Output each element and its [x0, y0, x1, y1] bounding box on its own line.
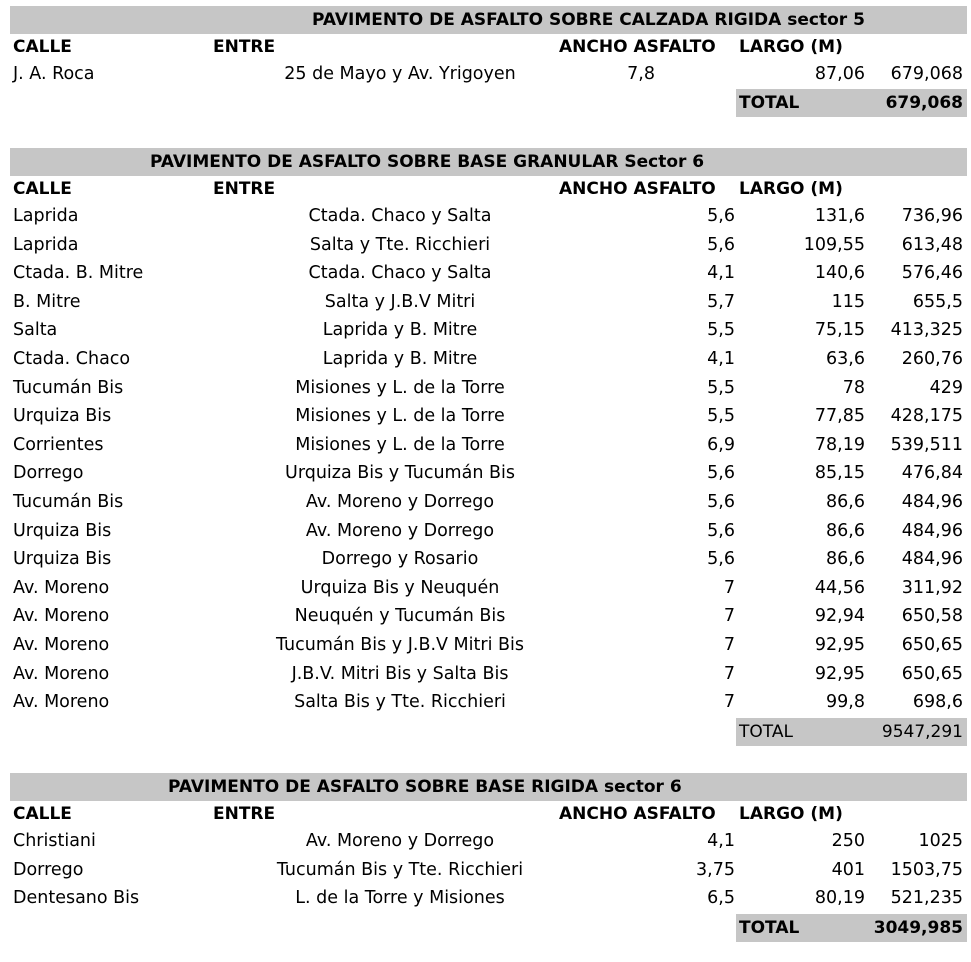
cell-ancho: 7: [723, 692, 735, 713]
cell-largo: 401: [831, 859, 865, 880]
table-row: [10, 517, 967, 546]
cell-total: 413,325: [890, 320, 963, 341]
header-entre: ENTRE: [213, 179, 276, 199]
cell-ancho: 7,8: [627, 64, 655, 84]
cell-largo: 92,95: [814, 663, 865, 684]
cell-total: 613,48: [901, 234, 963, 255]
cell-entre: Dorrego y Rosario: [321, 549, 479, 570]
table-row: [10, 259, 967, 288]
cell-entre: Neuquén y Tucumán Bis: [294, 606, 506, 627]
cell-ancho: 4,1: [707, 263, 735, 284]
cell-calle: Laprida: [13, 234, 79, 255]
section-title: [10, 773, 967, 801]
cell-entre: Misiones y L. de la Torre: [295, 406, 505, 427]
header-calle: CALLE: [13, 179, 72, 199]
table-row: [10, 631, 967, 660]
cell-total: 484,96: [901, 549, 963, 570]
header-largo: LARGO (M): [739, 37, 843, 57]
cell-ancho: 7: [723, 577, 735, 598]
cell-calle: Urquiza Bis: [13, 520, 112, 541]
table-row: [10, 660, 967, 689]
cell-calle: Ctada. B. Mitre: [13, 263, 144, 284]
header-entre: ENTRE: [213, 37, 276, 57]
header-row: [10, 176, 967, 202]
table-row: [10, 231, 967, 260]
cell-calle: Tucumán Bis: [13, 491, 124, 512]
section-calzada-rigida-sector-5: [10, 6, 967, 119]
cell-largo: 63,6: [826, 348, 865, 369]
cell-calle: Av. Moreno: [13, 606, 110, 627]
cell-entre: Salta y J.B.V Mitri: [324, 291, 476, 312]
cell-total: 521,235: [890, 888, 963, 909]
cell-entre: Tucumán Bis y Tte. Ricchieri: [276, 859, 524, 880]
cell-calle: Av. Moreno: [13, 663, 110, 684]
total-row: [10, 89, 967, 119]
total-row: [10, 913, 967, 943]
table-row: [10, 574, 967, 603]
cell-largo: 86,6: [826, 549, 865, 570]
cell-entre: Salta Bis y Tte. Ricchieri: [294, 692, 506, 713]
cell-total: 650,65: [901, 663, 963, 684]
table-row: [10, 202, 967, 231]
cell-total: 476,84: [901, 463, 963, 484]
cell-total: 650,58: [901, 606, 963, 627]
total-box: [736, 718, 967, 746]
section-title-text: PAVIMENTO DE ASFALTO SOBRE BASE RIGIDA sector 6: [168, 777, 682, 797]
rows: [10, 60, 967, 89]
cell-entre: Misiones y L. de la Torre: [295, 377, 505, 398]
cell-ancho: 5,5: [707, 406, 735, 427]
total-label: TOTAL: [739, 92, 800, 113]
cell-largo: 78,19: [814, 434, 865, 455]
cell-calle: Av. Moreno: [13, 692, 110, 713]
cell-total: 650,65: [901, 634, 963, 655]
cell-ancho: 5,6: [707, 549, 735, 570]
cell-ancho: 5,6: [707, 463, 735, 484]
cell-calle: Salta: [13, 320, 58, 341]
cell-ancho: 7: [723, 634, 735, 655]
cell-total: 655,5: [912, 291, 963, 312]
cell-largo: 99,8: [826, 692, 865, 713]
cell-entre: Misiones y L. de la Torre: [295, 434, 505, 455]
table-row: [10, 884, 967, 913]
cell-calle: Corrientes: [13, 434, 104, 455]
cell-largo: 92,94: [814, 606, 865, 627]
table-row: [10, 856, 967, 885]
cell-ancho: 4,1: [707, 831, 735, 851]
cell-largo: 75,15: [814, 320, 865, 341]
cell-total: 1503,75: [890, 859, 963, 880]
total-value: 9547,291: [881, 721, 963, 742]
cell-largo: 140,6: [814, 263, 865, 284]
header-largo: LARGO (M): [739, 179, 843, 199]
cell-entre: L. de la Torre y Misiones: [295, 888, 505, 909]
table-row: [10, 688, 967, 717]
cell-largo: 109,55: [803, 234, 865, 255]
section-title: [10, 148, 967, 176]
cell-largo: 85,15: [814, 463, 865, 484]
total-row: [10, 717, 967, 747]
cell-total: 260,76: [901, 348, 963, 369]
cell-largo: 86,6: [826, 491, 865, 512]
cell-ancho: 5,6: [707, 234, 735, 255]
cell-total: 484,96: [901, 491, 963, 512]
cell-entre: Av. Moreno y Dorrego: [305, 520, 495, 541]
cell-entre: Tucumán Bis y J.B.V Mitri Bis: [276, 634, 524, 655]
header-entre: ENTRE: [213, 804, 276, 824]
cell-largo: 78: [842, 377, 865, 398]
cell-entre: Av. Moreno y Dorrego: [305, 491, 495, 512]
total-label: TOTAL: [739, 917, 800, 938]
cell-total: 698,6: [912, 692, 963, 713]
cell-ancho: 6,5: [707, 888, 735, 909]
header-ancho: ANCHO ASFALTO: [559, 804, 716, 824]
cell-largo: 80,19: [814, 888, 865, 909]
cell-calle: B. Mitre: [13, 291, 81, 312]
cell-entre: Ctada. Chaco y Salta: [308, 263, 492, 284]
table-row: [10, 374, 967, 403]
section-title-text: PAVIMENTO DE ASFALTO SOBRE CALZADA RIGIDA sector 5: [312, 10, 865, 30]
section-base-rigida-sector-6: [10, 773, 967, 943]
cell-calle: Dentesano Bis: [13, 888, 140, 909]
header-largo: LARGO (M): [739, 804, 843, 824]
total-box: [736, 914, 967, 942]
table-row: [10, 827, 967, 856]
cell-calle: Urquiza Bis: [13, 406, 112, 427]
cell-largo: 44,56: [814, 577, 865, 598]
cell-largo: 92,95: [814, 634, 865, 655]
total-label: TOTAL: [739, 721, 793, 742]
cell-entre: Av. Moreno y Dorrego: [305, 831, 495, 851]
cell-total: 576,46: [901, 263, 963, 284]
cell-entre: Laprida y B. Mitre: [322, 348, 478, 369]
rows: [10, 827, 967, 913]
cell-total: 1025: [918, 831, 963, 851]
table-row: [10, 60, 967, 89]
table-row: [10, 288, 967, 317]
cell-entre: Laprida y B. Mitre: [322, 320, 478, 341]
cell-calle: Dorrego: [13, 463, 84, 484]
cell-ancho: 7: [723, 663, 735, 684]
cell-ancho: 5,6: [707, 206, 735, 226]
total-value: 679,068: [885, 92, 963, 113]
cell-ancho: 5,7: [707, 291, 735, 312]
section-title: [10, 6, 967, 34]
cell-calle: Av. Moreno: [13, 634, 110, 655]
cell-calle: Tucumán Bis: [13, 377, 124, 398]
cell-entre: J.B.V. Mitri Bis y Salta Bis: [291, 663, 509, 684]
rows: [10, 202, 967, 717]
cell-entre: Salta y Tte. Ricchieri: [309, 234, 491, 255]
total-box: [736, 89, 967, 117]
cell-entre: Ctada. Chaco y Salta: [308, 206, 492, 226]
total-value: 3049,985: [873, 917, 963, 938]
cell-ancho: 3,75: [696, 859, 735, 880]
cell-total: 736,96: [901, 206, 963, 226]
header-calle: CALLE: [13, 804, 72, 824]
cell-total: 429: [929, 377, 963, 398]
cell-total: 679,068: [890, 64, 963, 84]
header-row: [10, 801, 967, 827]
cell-ancho: 5,6: [707, 491, 735, 512]
section-title-text: PAVIMENTO DE ASFALTO SOBRE BASE GRANULAR Sector 6: [150, 152, 705, 172]
cell-calle: Av. Moreno: [13, 577, 110, 598]
cell-largo: 115: [831, 291, 865, 312]
cell-ancho: 5,6: [707, 520, 735, 541]
cell-ancho: 6,9: [707, 434, 735, 455]
cell-entre: Urquiza Bis y Tucumán Bis: [285, 463, 515, 484]
cell-entre: Urquiza Bis y Neuquén: [300, 577, 500, 598]
cell-largo: 86,6: [826, 520, 865, 541]
header-ancho: ANCHO ASFALTO: [559, 179, 716, 199]
table-row: [10, 402, 967, 431]
cell-calle: Urquiza Bis: [13, 549, 112, 570]
cell-largo: 250: [831, 831, 865, 851]
header-row: [10, 34, 967, 60]
cell-entre: 25 de Mayo y Av. Yrigoyen: [284, 64, 516, 84]
table-row: [10, 345, 967, 374]
cell-ancho: 5,5: [707, 377, 735, 398]
cell-ancho: 5,5: [707, 320, 735, 341]
cell-largo: 77,85: [814, 406, 865, 427]
cell-total: 484,96: [901, 520, 963, 541]
cell-total: 311,92: [901, 577, 963, 598]
cell-calle: Laprida: [13, 206, 79, 226]
cell-largo: 131,6: [814, 206, 865, 226]
header-calle: CALLE: [13, 37, 72, 57]
cell-largo: 87,06: [814, 64, 865, 84]
cell-calle: Ctada. Chaco: [13, 348, 131, 369]
cell-total: 428,175: [890, 406, 963, 427]
cell-calle: Christiani: [13, 831, 96, 851]
table-row: [10, 431, 967, 460]
table-row: [10, 459, 967, 488]
table-row: [10, 316, 967, 345]
header-ancho: ANCHO ASFALTO: [559, 37, 716, 57]
section-base-granular-sector-6: [10, 148, 967, 747]
cell-ancho: 7: [723, 606, 735, 627]
cell-total: 539,511: [890, 434, 963, 455]
table-row: [10, 545, 967, 574]
table-row: [10, 488, 967, 517]
cell-calle: J. A. Roca: [13, 64, 95, 84]
cell-ancho: 4,1: [707, 348, 735, 369]
table-row: [10, 602, 967, 631]
cell-calle: Dorrego: [13, 859, 84, 880]
